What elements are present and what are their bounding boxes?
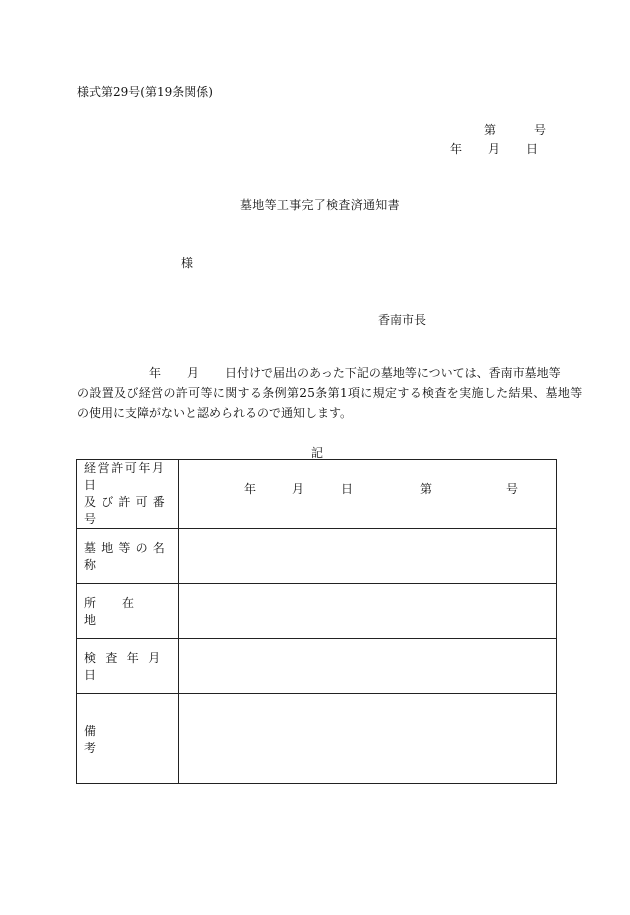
date-month: 月 [488, 142, 501, 156]
body-line-3: の使用に支障がないと認められるので通知します。 [77, 406, 353, 420]
body-line-2: の設置及び経営の許可等に関する条例第25条第1項に規定する検査を実施した結果、墓地等 [77, 386, 583, 400]
doc-number-suffix: 号 [534, 123, 547, 137]
cemetery-name-value-cell[interactable] [179, 529, 557, 584]
license-day: 日 [341, 482, 354, 496]
addressee-suffix: 様 [181, 256, 194, 270]
cemetery-name-label-text: 墓地等の名称 [84, 541, 171, 572]
form-number: 様式第29号(第19条関係) [77, 85, 213, 99]
body-text-1: 日付けで届出のあった下記の墓地等については、香南市墓地等 [225, 366, 561, 380]
info-table [76, 459, 557, 784]
date-day: 日 [526, 142, 539, 156]
sender-name: 香南市長 [378, 313, 427, 327]
license-number-suffix: 号 [506, 482, 519, 496]
table-row [77, 529, 557, 584]
table-row [77, 694, 557, 784]
document-number [484, 123, 546, 137]
remarks-label [77, 694, 179, 784]
note-mark: 記 [311, 446, 324, 460]
license-value-cell[interactable] [179, 460, 557, 529]
document-date [450, 142, 538, 156]
remarks-label-text: 備考 [84, 723, 161, 755]
license-label [77, 460, 179, 529]
doc-number-prefix: 第 [484, 123, 497, 137]
inspection-date-label-text: 検査年月日 [84, 651, 170, 682]
table-row [77, 639, 557, 694]
page-title: 墓地等工事完了検査済通知書 [240, 198, 400, 212]
body-line-1 [77, 366, 561, 380]
license-month: 月 [292, 482, 305, 496]
body-month: 月 [187, 366, 200, 380]
license-number-prefix: 第 [420, 482, 433, 496]
remarks-value-cell[interactable] [179, 694, 557, 784]
table-row [77, 460, 557, 529]
table-row [77, 584, 557, 639]
cemetery-name-label [77, 529, 179, 584]
inspection-date-value-cell[interactable] [179, 639, 557, 694]
license-label-line2: 及び許可番号 [84, 495, 171, 526]
inspection-date-label [77, 639, 179, 694]
license-year: 年 [244, 482, 257, 496]
location-label-text: 所在地 [84, 596, 161, 627]
location-value-cell[interactable] [179, 584, 557, 639]
body-year: 年 [149, 366, 162, 380]
location-label [77, 584, 179, 639]
license-label-line1: 経営許可年月日 [84, 461, 166, 492]
date-year: 年 [450, 142, 463, 156]
